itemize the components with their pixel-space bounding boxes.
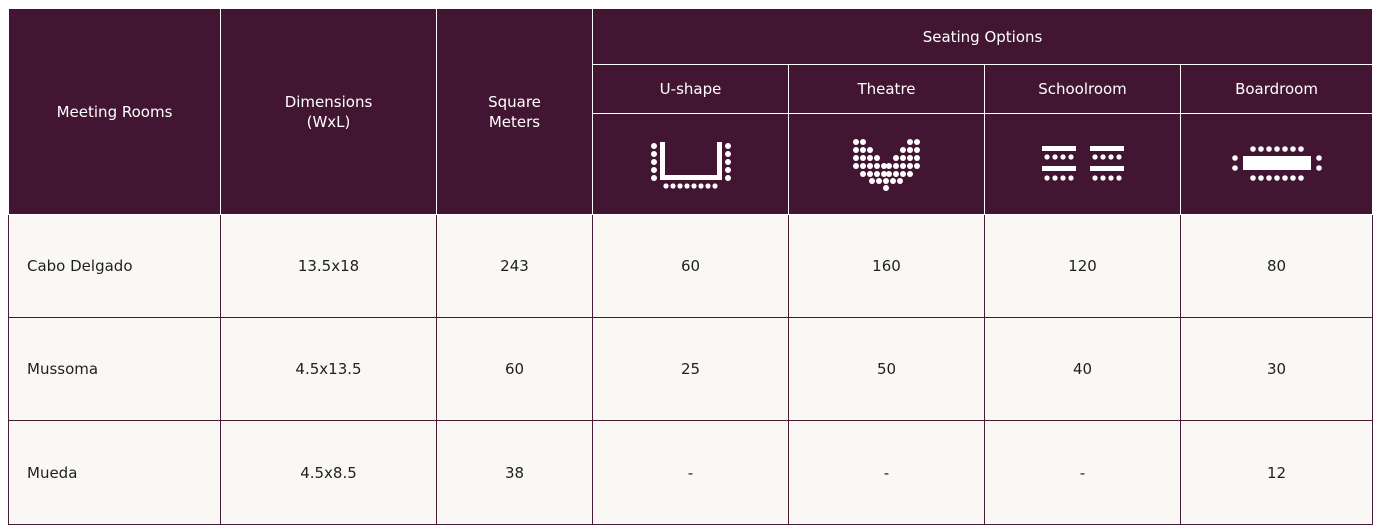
- header-meeting-rooms-label: Meeting Rooms: [56, 102, 173, 121]
- schoolroom-seating-icon: [1038, 142, 1128, 186]
- theatre-capacity-cell: -: [789, 421, 985, 525]
- square-meters-cell: 243: [437, 215, 593, 318]
- boardroom-capacity-cell: 30: [1181, 318, 1373, 421]
- room-name-cell: Mueda: [9, 421, 221, 525]
- meeting-rooms-table-container: [8, 8, 1372, 525]
- schoolroom-capacity-cell: 120: [985, 215, 1181, 318]
- table-row: [9, 215, 1373, 318]
- table-row: [9, 318, 1373, 421]
- dimensions-cell: 4.5x13.5: [221, 318, 437, 421]
- header-square-meters-label: Square Meters: [488, 92, 541, 131]
- theatre-seating-icon: [842, 136, 932, 192]
- schoolroom-capacity-cell: 40: [985, 318, 1181, 421]
- header-boardroom-label: Boardroom: [1235, 80, 1318, 98]
- table-row: [9, 421, 1373, 525]
- schoolroom-capacity-cell: -: [985, 421, 1181, 525]
- dimensions-cell: 4.5x8.5: [221, 421, 437, 525]
- u-shape-capacity-cell: 60: [593, 215, 789, 318]
- boardroom-icon-cell: [1181, 114, 1373, 215]
- square-meters-cell: 38: [437, 421, 593, 525]
- header-u-shape-label: U-shape: [659, 80, 722, 98]
- room-name-cell: Cabo Delgado: [9, 215, 221, 318]
- boardroom-seating-icon: [1225, 144, 1329, 184]
- u-shape-icon-cell: [593, 114, 789, 215]
- header-theatre-label: Theatre: [857, 80, 916, 98]
- header-dimensions-label: Dimensions (WxL): [284, 92, 373, 131]
- header-schoolroom-label: Schoolroom: [1038, 80, 1127, 98]
- header-seating-options: [593, 9, 1373, 65]
- meeting-rooms-table: [8, 8, 1373, 525]
- header-dimensions: [221, 9, 437, 215]
- schoolroom-icon-cell: [985, 114, 1181, 215]
- u-shape-capacity-cell: -: [593, 421, 789, 525]
- theatre-capacity-cell: 160: [789, 215, 985, 318]
- theatre-icon-cell: [789, 114, 985, 215]
- header-boardroom: [1181, 65, 1373, 114]
- header-theatre: [789, 65, 985, 114]
- boardroom-capacity-cell: 12: [1181, 421, 1373, 525]
- header-u-shape: [593, 65, 789, 114]
- header-square-meters: [437, 9, 593, 215]
- u-shape-seating-icon: [646, 138, 736, 190]
- dimensions-cell: 13.5x18: [221, 215, 437, 318]
- square-meters-cell: 60: [437, 318, 593, 421]
- u-shape-capacity-cell: 25: [593, 318, 789, 421]
- header-meeting-rooms: [9, 9, 221, 215]
- boardroom-capacity-cell: 80: [1181, 215, 1373, 318]
- room-name-cell: Mussoma: [9, 318, 221, 421]
- theatre-capacity-cell: 50: [789, 318, 985, 421]
- header-schoolroom: [985, 65, 1181, 114]
- header-seating-options-label: Seating Options: [922, 27, 1043, 46]
